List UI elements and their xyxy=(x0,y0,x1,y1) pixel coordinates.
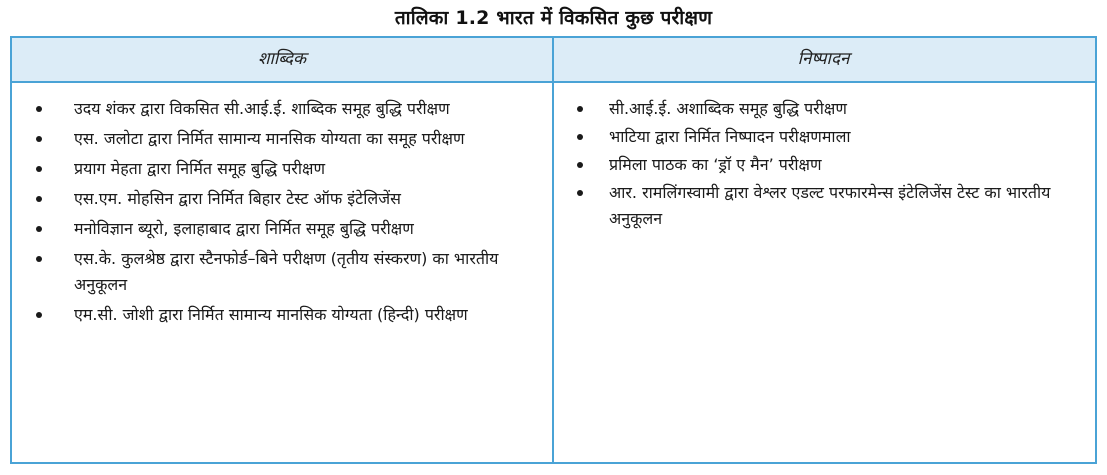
list-item xyxy=(30,156,542,182)
list-item-text: एम.सी. जोशी द्वारा निर्मित सामान्य मानसिक योग्यता (हिन्दी) परीक्षण xyxy=(74,305,468,324)
list-item-text: एस.एम. मोहसिन द्वारा निर्मित बिहार टेस्ट ऑफ इंटेलिजेंस xyxy=(74,189,401,208)
performance-column xyxy=(575,96,1080,234)
bullet-icon xyxy=(36,196,42,202)
list-item-text: प्रमिला पाठक का ‘ड्रॉ ए मैन’ परीक्षण xyxy=(609,155,822,174)
list-item xyxy=(575,152,1080,178)
list-item xyxy=(30,246,542,298)
list-item-text: सी.आई.ई. अशाब्दिक समूह बुद्धि परीक्षण xyxy=(609,99,847,118)
list-item-text: उदय शंकर द्वारा विकसित सी.आई.ई. शाब्दिक समूह बुद्धि परीक्षण xyxy=(74,99,450,118)
bullet-icon xyxy=(577,190,583,196)
column-divider xyxy=(552,38,554,462)
list-item xyxy=(575,96,1080,122)
list-item-text: प्रयाग मेहता द्वारा निर्मित समूह बुद्धि परीक्षण xyxy=(74,159,326,178)
bullet-icon xyxy=(36,312,42,318)
verbal-list xyxy=(30,96,542,328)
list-item-text: आर. रामलिंगस्वामी द्वारा वेश्लर एडल्ट परफारमेन्स इंटेलिजेंस टेस्ट का भारतीय अनुकूलन xyxy=(609,183,1051,228)
list-item xyxy=(30,186,542,212)
list-item xyxy=(575,124,1080,150)
bullet-icon xyxy=(577,134,583,140)
list-item-text: एस.के. कुलश्रेष्ठ द्वारा स्टैनफोर्ड–बिने परीक्षण (तृतीय संस्करण) का भारतीय अनुकूलन xyxy=(74,249,499,294)
list-item xyxy=(30,302,542,328)
bullet-icon xyxy=(36,226,42,232)
list-item-text: भाटिया द्वारा निर्मित निष्पादन परीक्षणमाला xyxy=(609,127,851,146)
bullet-icon xyxy=(36,106,42,112)
list-item xyxy=(30,96,542,122)
performance-list xyxy=(575,96,1080,232)
list-item xyxy=(575,180,1080,232)
tests-table xyxy=(10,36,1097,464)
bullet-icon xyxy=(36,166,42,172)
bullet-icon xyxy=(577,162,583,168)
table-title: तालिका 1.2 भारत में विकसित कुछ परीक्षण xyxy=(394,7,713,29)
header-performance: निष्पादन xyxy=(797,49,850,69)
list-item-text: एस. जलोटा द्वारा निर्मित सामान्य मानसिक योग्यता का समूह परीक्षण xyxy=(74,129,465,148)
bullet-icon xyxy=(577,106,583,112)
list-item xyxy=(30,126,542,152)
verbal-column xyxy=(30,96,542,332)
bullet-icon xyxy=(36,136,42,142)
list-item-text: मनोविज्ञान ब्यूरो, इलाहाबाद द्वारा निर्मित समूह बुद्धि परीक्षण xyxy=(74,219,414,238)
bullet-icon xyxy=(36,256,42,262)
list-item xyxy=(30,216,542,242)
header-verbal: शाब्दिक xyxy=(257,49,307,69)
